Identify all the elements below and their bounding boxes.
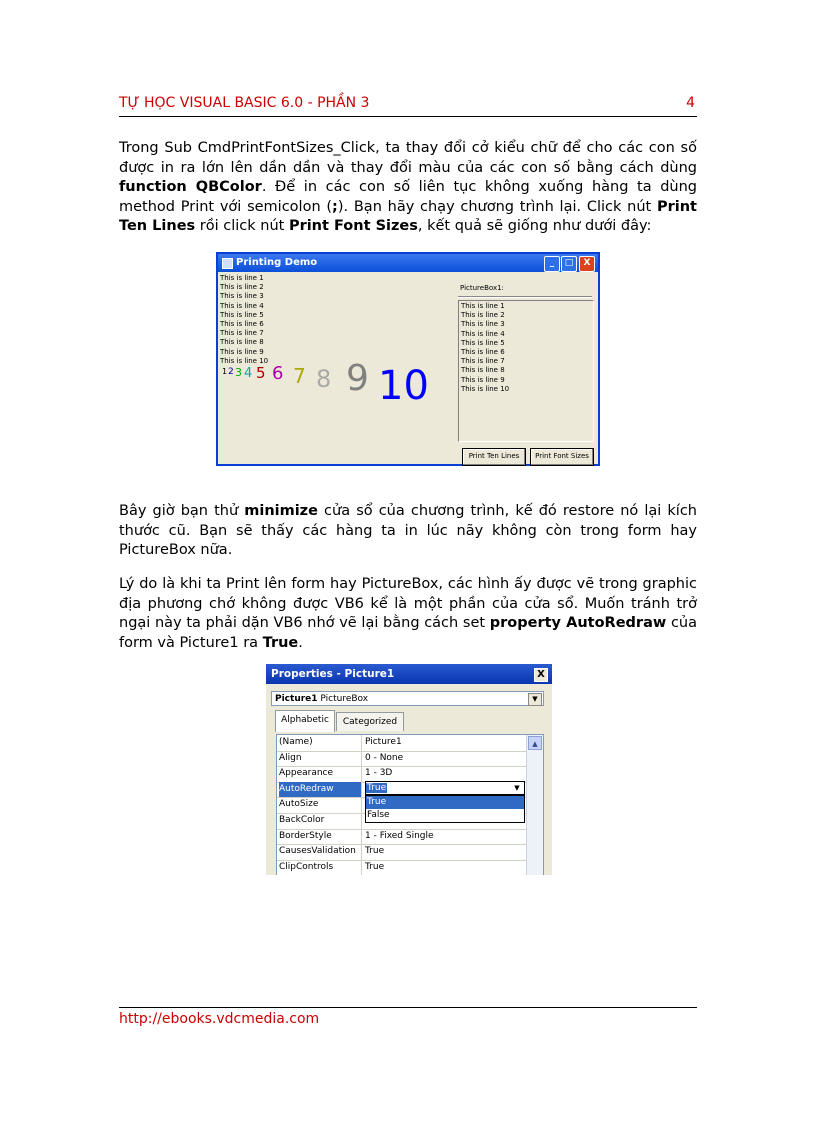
text-line: This is line 10 [461,384,510,393]
text-line: This is line 9 [220,347,264,356]
current-value: True [367,783,387,793]
grid-scrollbar[interactable] [526,735,543,875]
scroll-up-icon[interactable]: ▲ [528,736,542,750]
digit-7: 7 [293,364,306,388]
tab-categorized[interactable]: Categorized [336,712,404,731]
paragraph-2: Bây giờ bạn thử minimize cửa sổ của chương trình, kế đó restore nó lại kích thước cũ. Bạn sẽ thấy các hàng ta in lúc nãy không còn trong form hay PictureBox nữa. [119,503,697,558]
printing-demo-window [216,252,600,466]
footer-rule [119,1007,697,1008]
form-lines [220,274,268,366]
digit-8: 8 [316,365,332,393]
text-line: This is line 5 [461,338,505,347]
title-bar [218,254,598,272]
digit-5: 5 [256,364,266,382]
text-line: This is line 4 [220,301,264,310]
property-row[interactable]: (Name) Picture1 [277,735,527,752]
page-header [119,94,697,117]
properties-title-bar [266,664,552,684]
paragraph-3: Lý do là khi ta Print lên form hay PictureBox, các hình ấy được vẽ trong graphic địa phương chớ không được VB6 kể là một phần của cửa sổ. Muốn tránh trở ngại này ta phải dặn VB6 nhớ vẽ lại bằng cách set property AutoRedraw của form và Picture1 ra True. [119,576,697,651]
property-row[interactable]: Appearance 1 - 3D [277,766,527,783]
text-line: This is line 2 [220,283,264,292]
print-font-sizes-button[interactable]: Print Font Sizes [530,448,594,466]
picturebox-lines [461,302,509,394]
header-title: TỰ HỌC VISUAL BASIC 6.0 - PHẦN 3 [119,95,370,111]
text-line: This is line 3 [461,320,505,329]
text-line: This is line 10 [220,356,269,365]
print-ten-lines-button[interactable]: Print Ten Lines [462,448,526,466]
page-number: 4 [686,95,695,111]
digit-10: 10 [378,363,429,409]
properties-close-button[interactable]: X [534,668,548,682]
property-row[interactable]: AutoSize [277,797,527,814]
property-grid [276,734,544,875]
object-type: PictureBox [320,694,369,704]
text-line: This is line 6 [461,348,505,357]
property-row[interactable]: BorderStyle 1 - Fixed Single [277,829,527,846]
text-line: This is line 2 [461,311,505,320]
app-icon [222,258,233,269]
text-line: This is line 9 [461,375,505,384]
object-selector[interactable] [271,691,544,706]
option-true[interactable]: True [366,796,524,809]
value-dropdown-list[interactable] [365,795,525,823]
maximize-button[interactable]: □ [561,256,577,272]
text-line: This is line 5 [220,310,264,319]
properties-title: Properties - Picture1 [271,668,395,680]
picturebox[interactable] [458,300,594,442]
property-row-selected[interactable]: AutoRedraw [277,782,527,799]
digit-2: 2 [228,367,234,377]
property-row[interactable]: CausesValidation True [277,844,527,861]
properties-window [266,664,552,875]
text-line: This is line 4 [461,329,505,338]
option-false[interactable]: False [367,810,390,820]
text-line: This is line 7 [220,329,264,338]
digit-9: 9 [346,358,369,399]
text-line: This is line 3 [220,292,264,301]
property-row[interactable]: ClipControls True [277,860,527,875]
separator [458,296,592,298]
paragraph-1: Trong Sub CmdPrintFontSizes_Click, ta thay đổi cở kiểu chữ để cho các con số được in ra lớn lên dần dần và thay đổi màu của các con số bằng cách dùng function QBColor. Để in các con số liên tục không xuống hàng ta dùng method Print với semicolon (;). Bạn hãy chạy chương trình lại. Click nút Print Ten Lines rồi click nút Print Font Sizes, kết quả sẽ giống như dưới đây: [119,140,697,234]
digit-3: 3 [235,366,242,379]
text-line: This is line 8 [461,366,505,375]
minimize-button[interactable]: _ [544,256,560,272]
chevron-down-icon[interactable]: ▼ [528,693,542,706]
digit-1: 1 [222,367,228,376]
form-client-area [218,272,598,464]
footer-link[interactable]: http://ebooks.vdcmedia.com [119,1011,320,1027]
close-button[interactable]: X [579,256,595,272]
autoredraw-value-editor[interactable] [365,781,525,795]
text-line: This is line 7 [461,357,505,366]
text-line: This is line 1 [461,302,505,310]
window-title: Printing Demo [236,257,318,268]
text-line: This is line 6 [220,320,264,329]
tab-alphabetic[interactable]: Alphabetic [275,710,335,732]
picturebox-label: PictureBox1: [460,284,504,292]
object-name: Picture1 [275,694,318,704]
digit-6: 6 [272,363,284,384]
property-row[interactable]: BackColor [277,813,527,830]
digit-4: 4 [244,366,253,381]
text-line: This is line 8 [220,338,264,347]
text-line: This is line 1 [220,274,264,282]
chevron-down-icon[interactable]: ▼ [514,784,520,792]
property-row[interactable]: Align 0 - None [277,751,527,768]
